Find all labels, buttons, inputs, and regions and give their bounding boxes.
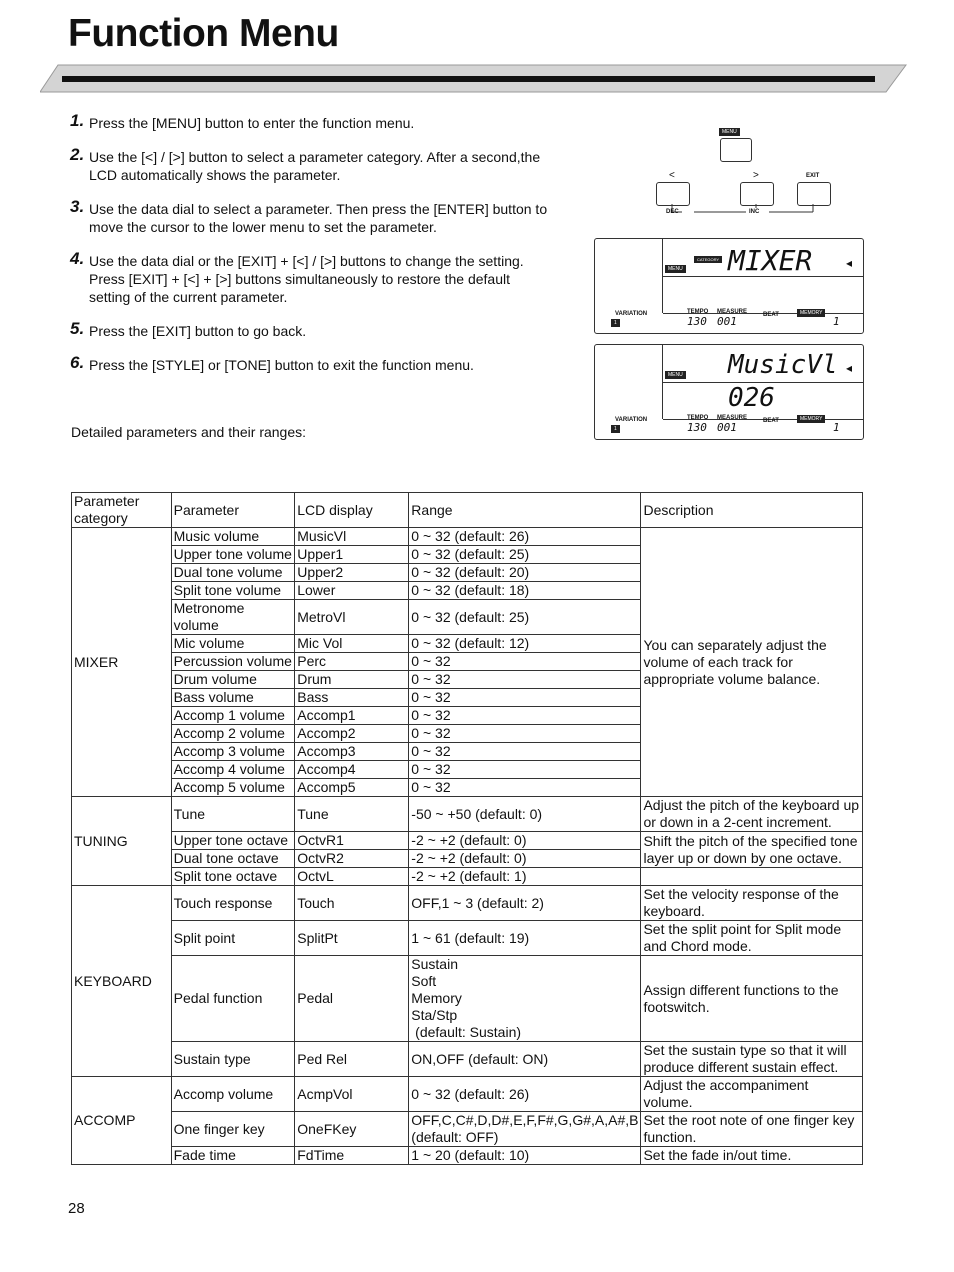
memory-label: MEMORY [797, 415, 825, 423]
parameter-cell: Split point [171, 921, 295, 956]
parameter-cell: Sustain type [171, 1042, 295, 1077]
header-cell: LCD display [295, 493, 409, 528]
parameter-cell: Upper tone volume [171, 546, 295, 564]
table-row [72, 921, 863, 956]
header-cell: Parameter [171, 493, 295, 528]
description-cell: Adjust the accompaniment volume. [641, 1077, 863, 1112]
menu-button[interactable] [720, 138, 752, 162]
measure-value: 001 [717, 421, 737, 434]
parameter-cell: Music volume [171, 528, 295, 546]
left-button-label: < [669, 170, 675, 181]
tempo-value: 130 [687, 315, 707, 328]
lcd-cell: Bass [295, 689, 409, 707]
parameter-cell: Accomp 3 volume [171, 743, 295, 761]
lcd-cell: MusicVl [295, 528, 409, 546]
memory-value: 1 [833, 421, 840, 434]
exit-button-label: EXIT [806, 173, 820, 179]
variation-value: 1 [611, 319, 620, 327]
lcd-cell: Mic Vol [295, 635, 409, 653]
description-cell: Adjust the pitch of the keyboard up or down in a 2-cent increment. [641, 797, 863, 832]
range-cell: OFF,1 ~ 3 (default: 2) [409, 886, 641, 921]
parameter-cell: Touch response [171, 886, 295, 921]
step-number: 3. [70, 197, 85, 216]
range-cell: 0 ~ 32 [409, 653, 641, 671]
title-rule-graphic [40, 64, 910, 94]
parameter-cell: Mic volume [171, 635, 295, 653]
table-row [72, 1112, 863, 1147]
parameter-cell: Pedal function [171, 956, 295, 1042]
range-cell: 0 ~ 32 [409, 689, 641, 707]
lcd-cell: Accomp1 [295, 707, 409, 725]
table-row [72, 1147, 863, 1165]
tuning-section [72, 797, 863, 886]
parameter-table [71, 492, 863, 1165]
dec-inc-bracket [656, 203, 831, 217]
category-badge: CATEGORY [694, 256, 722, 263]
table-row [72, 797, 863, 832]
step-number: 5. [70, 319, 85, 338]
lcd-cell: AcmpVol [295, 1077, 409, 1112]
range-cell: 0 ~ 32 (default: 26) [409, 528, 641, 546]
step-text: Use the [<] / [>] button to select a parameter category. After a second,the LCD automatically shows the parameter. [89, 149, 541, 183]
menu-badge: MENU [665, 265, 686, 273]
description-cell: Set the velocity response of the keyboard. [641, 886, 863, 921]
range-cell: 0 ~ 32 (default: 25) [409, 600, 641, 635]
pedal-range-line: (default: Sustain) [411, 1024, 522, 1040]
dec-label: DEC [666, 209, 679, 215]
lcd-cell: Upper2 [295, 564, 409, 582]
pedal-range-line: Memory [411, 990, 462, 1006]
table-header-row [72, 493, 863, 528]
range-cell: 0 ~ 32 (default: 12) [409, 635, 641, 653]
range-cell: -50 ~ +50 (default: 0) [409, 797, 641, 832]
description-cell: Set the root note of one finger key function. [641, 1112, 863, 1147]
table-row [72, 886, 863, 921]
table-intro-note: Detailed parameters and their ranges: [71, 424, 307, 440]
page-title: Function Menu [68, 12, 339, 55]
lcd-cell: OctvL [295, 868, 409, 886]
category-cell: TUNING [72, 797, 172, 886]
menu-badge: MENU [665, 371, 686, 379]
step-number: 1. [70, 111, 85, 130]
parameter-cell: Tune [171, 797, 295, 832]
lcd-cell: Accomp4 [295, 761, 409, 779]
description-cell: Set the sustain type so that it will produce different sustain effect. [641, 1042, 863, 1077]
accomp-section [72, 1077, 863, 1165]
category-cell: ACCOMP [72, 1077, 172, 1165]
measure-value: 001 [717, 315, 737, 328]
parameter-cell: One finger key [171, 1112, 295, 1147]
description-cell: You can separately adjust the volume of each track for appropriate volume balance. [641, 528, 863, 797]
lcd-cell: Accomp3 [295, 743, 409, 761]
variation-label: VARIATION [615, 311, 648, 317]
description-cell-empty [641, 868, 863, 886]
lcd-cell: Ped Rel [295, 1042, 409, 1077]
lcd-cell: Drum [295, 671, 409, 689]
tempo-label: TEMPO [687, 309, 709, 315]
parameter-cell: Upper tone octave [171, 832, 295, 850]
lcd-cell: MetroVl [295, 600, 409, 635]
range-cell: 0 ~ 32 (default: 18) [409, 582, 641, 600]
table-row [72, 1042, 863, 1077]
range-cell: 1 ~ 61 (default: 19) [409, 921, 641, 956]
parameter-cell: Metronome volume [171, 600, 295, 635]
parameter-cell: Split tone volume [171, 582, 295, 600]
beat-label: BEAT [763, 312, 779, 318]
lcd-cell: OneFKey [295, 1112, 409, 1147]
description-cell: Shift the pitch of the specified tone layer up or down by one octave. [641, 832, 863, 868]
step-5 [70, 319, 550, 340]
parameter-cell: Dual tone volume [171, 564, 295, 582]
speaker-icon: ◂ [846, 256, 853, 270]
description-cell: Set the fade in/out time. [641, 1147, 863, 1165]
category-cell: MIXER [72, 528, 172, 797]
pedal-range-line: Sustain [411, 956, 458, 972]
range-cell: 0 ~ 32 [409, 671, 641, 689]
step-4 [70, 249, 550, 306]
lcd-cell: Tune [295, 797, 409, 832]
title-rule [40, 64, 910, 94]
step-6 [70, 353, 550, 374]
step-number: 6. [70, 353, 85, 372]
lcd-cell: Pedal [295, 956, 409, 1042]
table-row [72, 528, 863, 546]
table-row [72, 956, 863, 1042]
memory-value: 1 [833, 315, 840, 328]
variation-value: 1 [611, 425, 620, 433]
lcd-cell: OctvR1 [295, 832, 409, 850]
pedal-range-line: Soft [411, 973, 437, 989]
parameter-cell: Accomp 4 volume [171, 761, 295, 779]
parameter-cell: Split tone octave [171, 868, 295, 886]
tempo-label: TEMPO [687, 415, 709, 421]
mixer-section [72, 528, 863, 797]
range-cell: 0 ~ 32 [409, 779, 641, 797]
lcd-cell: Accomp5 [295, 779, 409, 797]
description-cell: Assign different functions to the footswitch. [641, 956, 863, 1042]
range-cell: -2 ~ +2 (default: 0) [409, 850, 641, 868]
range-cell: 0 ~ 32 (default: 26) [409, 1077, 641, 1112]
range-cell: 0 ~ 32 [409, 707, 641, 725]
page-number: 28 [68, 1200, 85, 1217]
variation-label: VARIATION [615, 417, 648, 423]
lcd-cell: Upper1 [295, 546, 409, 564]
range-cell: 0 ~ 32 (default: 20) [409, 564, 641, 582]
parameter-cell: Accomp 5 volume [171, 779, 295, 797]
tempo-value: 130 [687, 421, 707, 434]
lcd-cell: FdTime [295, 1147, 409, 1165]
pedal-range-line: Sta/Stp [411, 1007, 458, 1023]
header-cell: Range [409, 493, 641, 528]
step-text: Use the data dial or the [EXIT] + [<] / [>] buttons to change the setting. Press [EXIT] + [<] + [>] buttons simultaneously to restore the default setting of the current parameter. [89, 253, 524, 305]
step-2 [70, 145, 550, 184]
parameter-cell: Fade time [171, 1147, 295, 1165]
range-cell: 0 ~ 32 [409, 761, 641, 779]
parameter-cell: Dual tone octave [171, 850, 295, 868]
step-text: Press the [STYLE] or [TONE] button to exit the function menu. [89, 357, 474, 373]
beat-label: BEAT [763, 418, 779, 424]
step-number: 4. [70, 249, 85, 268]
step-1 [70, 111, 550, 132]
range-cell: -2 ~ +2 (default: 1) [409, 868, 641, 886]
menu-button-label: MENU [719, 128, 740, 136]
step-number: 2. [70, 145, 85, 164]
memory-label: MEMORY [797, 309, 825, 317]
description-cell: Set the split point for Split mode and Chord mode. [641, 921, 863, 956]
speaker-icon: ◂ [846, 361, 853, 375]
inc-label: INC [749, 209, 760, 215]
lcd-cell: Perc [295, 653, 409, 671]
table-row [72, 832, 863, 850]
lcd-cell: Touch [295, 886, 409, 921]
range-cell: 1 ~ 20 (default: 10) [409, 1147, 641, 1165]
range-cell: 0 ~ 32 (default: 25) [409, 546, 641, 564]
step-text: Press the [EXIT] button to go back. [89, 323, 307, 339]
parameter-cell: Percussion volume [171, 653, 295, 671]
range-cell: -2 ~ +2 (default: 0) [409, 832, 641, 850]
step-text: Use the data dial to select a parameter. Then press the [ENTER] button to move the cursor to the lower menu to set the parameter. [89, 201, 548, 235]
lcd-main-text: MusicVl [728, 350, 838, 380]
header-cell: Parameter category [72, 493, 172, 528]
parameter-cell: Accomp 2 volume [171, 725, 295, 743]
lcd-cell: Accomp2 [295, 725, 409, 743]
step-text: Press the [MENU] button to enter the function menu. [89, 115, 415, 131]
parameter-cell: Accomp volume [171, 1077, 295, 1112]
category-cell: KEYBOARD [72, 886, 172, 1077]
lcd-cell: OctvR2 [295, 850, 409, 868]
header-cell: Description [641, 493, 863, 528]
lcd-main-text: MIXER [728, 244, 813, 277]
measure-label: MEASURE [717, 309, 748, 315]
lcd-panel-mixer [594, 238, 864, 334]
keyboard-section [72, 886, 863, 1077]
range-cell: ON,OFF (default: ON) [409, 1042, 641, 1077]
range-cell: OFF,C,C#,D,D#,E,F,F#,G,G#,A,A#,B (default: OFF) [409, 1112, 641, 1147]
range-cell [409, 956, 641, 1042]
parameter-cell: Accomp 1 volume [171, 707, 295, 725]
lcd-cell: Lower [295, 582, 409, 600]
range-cell: 0 ~ 32 [409, 725, 641, 743]
range-cell: 0 ~ 32 [409, 743, 641, 761]
parameter-cell: Bass volume [171, 689, 295, 707]
lcd-panel-musicvl [594, 344, 864, 440]
lcd-value-text: 026 [728, 383, 775, 413]
measure-label: MEASURE [717, 415, 748, 421]
step-3 [70, 197, 550, 236]
table-row [72, 1077, 863, 1112]
right-button-label: > [753, 170, 759, 181]
lcd-cell: SplitPt [295, 921, 409, 956]
table-row [72, 868, 863, 886]
parameter-cell: Drum volume [171, 671, 295, 689]
